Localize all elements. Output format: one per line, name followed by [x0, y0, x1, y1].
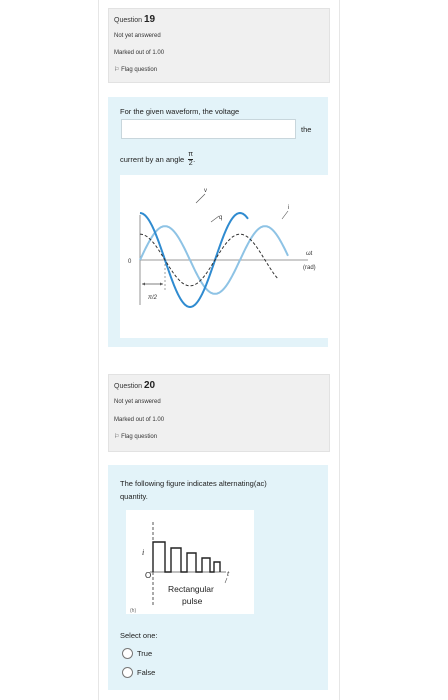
- question-label: Question: [114, 383, 143, 390]
- question-text-line2-label: current by an angle: [120, 155, 185, 164]
- radio-true[interactable]: [122, 648, 133, 659]
- label-i: i: [142, 548, 145, 557]
- fraction-numerator: π: [188, 151, 194, 158]
- answer-input[interactable]: [121, 119, 296, 139]
- option-false[interactable]: [122, 667, 155, 678]
- question-text: For the given waveform, the voltage: [120, 107, 240, 116]
- label-t: t: [227, 569, 230, 578]
- leader-i: [282, 211, 288, 219]
- option-label: False: [137, 668, 156, 677]
- question-20-info: [108, 374, 330, 452]
- question-number: [114, 14, 155, 25]
- label-omega-t: ωt: [306, 251, 313, 257]
- option-true[interactable]: [122, 648, 152, 659]
- caption-pulse: pulse: [182, 596, 203, 606]
- question-text-line2: [120, 151, 195, 168]
- flag-icon: ⚐: [114, 434, 120, 440]
- arrow-head-left: [142, 283, 145, 286]
- question-text-line2: quantity.: [120, 492, 148, 501]
- radio-false[interactable]: [122, 667, 133, 678]
- label-pi-over-2: π/2: [148, 295, 158, 301]
- fraction-denominator: 2: [188, 160, 193, 167]
- option-label: True: [137, 649, 153, 658]
- flag-label: Flag question: [121, 434, 158, 440]
- pulse-figure: [126, 510, 254, 614]
- leader-t: [225, 578, 227, 583]
- leader-v: [196, 194, 205, 203]
- question-text-line1: The following figure indicates alternating(ac): [120, 479, 267, 488]
- question-label: Question: [114, 17, 143, 24]
- status-text: Not yet answered: [114, 33, 161, 39]
- question-19-info: [108, 8, 330, 83]
- status-text: Not yet answered: [114, 399, 161, 405]
- partial-label: (h): [130, 608, 137, 614]
- question-19-content: [108, 97, 328, 347]
- question-number: [114, 380, 155, 391]
- question-number-value: 19: [143, 14, 156, 25]
- marks-text: Marked out of 1.00: [114, 417, 165, 423]
- label-i: i: [288, 205, 290, 211]
- caption-rectangular: Rectangular: [168, 584, 214, 594]
- question-number-value: 20: [143, 380, 156, 391]
- waveform-svg: [120, 175, 328, 338]
- select-one-label: Select one:: [120, 631, 158, 640]
- label-rad: (rad): [303, 265, 316, 271]
- label-origin: 0: [128, 259, 132, 265]
- fraction-suffix: .: [193, 155, 196, 164]
- waveform-figure: [120, 175, 328, 338]
- label-origin: O: [145, 571, 152, 580]
- leader-q: [211, 216, 219, 222]
- pulse-train: [153, 542, 220, 572]
- arrow-head-right: [160, 283, 163, 286]
- pulse-svg: [126, 510, 254, 614]
- label-v: v: [204, 188, 207, 194]
- question-20-content: [108, 465, 328, 690]
- flag-label: Flag question: [121, 67, 158, 73]
- flag-question-button[interactable]: [114, 433, 157, 440]
- flag-icon: ⚐: [114, 67, 120, 73]
- question-text-after: the: [301, 125, 312, 134]
- marks-text: Marked out of 1.00: [114, 50, 165, 56]
- flag-question-button[interactable]: [114, 66, 157, 73]
- label-q: q: [219, 215, 223, 221]
